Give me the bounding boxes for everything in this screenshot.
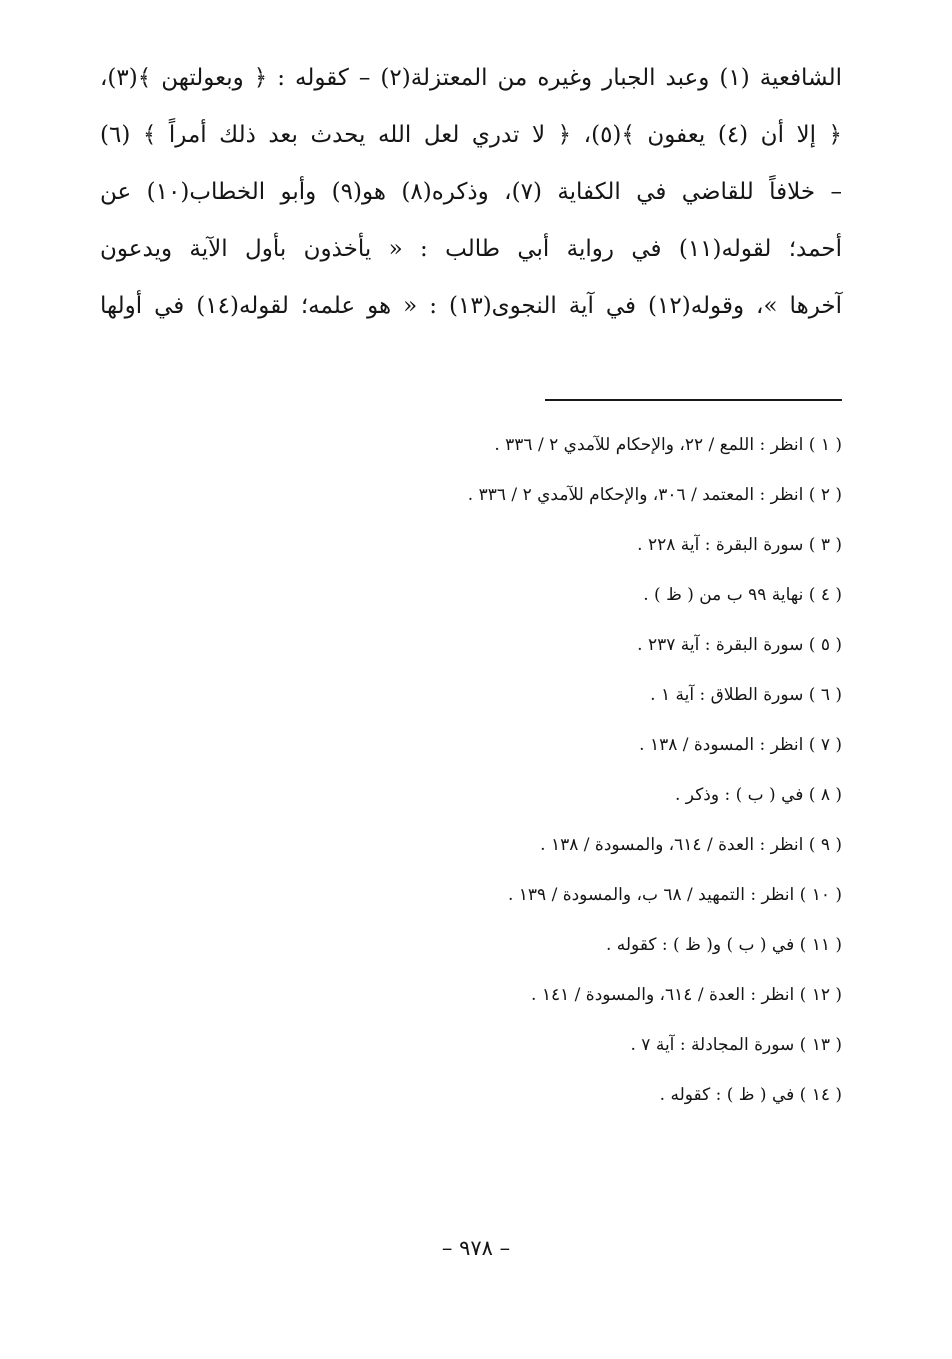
text-line: الشافعية (١) وعبد الجبار وغيره من المعتزلة(٢) – كقوله : ﴿ وبعولتهن ﴾(٣)، — [100, 65, 842, 91]
footnote: ( ٤ ) نهاية ٩٩ ب من ( ظ ) . — [643, 585, 842, 605]
footnote: ( ١٤ ) في ( ظ ) : كقوله . — [659, 1085, 842, 1105]
footnote: ( ١١ ) في ( ب ) و( ظ ) : كقوله . — [605, 935, 842, 955]
text-line: ﴿ إلا أن (٤) يعفون ﴾(٥)، ﴿ لا تدري لعل الله يحدث بعد ذلك أمراً ﴾ (٦) — [100, 122, 843, 148]
footnote: ( ٣ ) سورة البقرة : آية ٢٢٨ . — [637, 535, 842, 555]
footnote: ( ٨ ) في ( ب ) : وذكر . — [675, 785, 842, 805]
footnote: ( ٦ ) سورة الطلاق : آية ١ . — [650, 685, 842, 705]
footnote-separator — [545, 399, 842, 401]
footnote: ( ٥ ) سورة البقرة : آية ٢٣٧ . — [637, 635, 842, 655]
footnote: ( ١٢ ) انظر : العدة / ٦١٤، والمسودة / ١٤١ . — [531, 985, 842, 1005]
footnote: ( ١٣ ) سورة المجادلة : آية ٧ . — [630, 1035, 842, 1055]
page-number: – ٩٧٨ – — [441, 1236, 511, 1260]
text-line: آخرها »، وقوله(١٢) في آية النجوى(١٣) : « هو علمه؛ لقوله(١٤) في أولها — [100, 293, 842, 319]
footnote: ( ٩ ) انظر : العدة / ٦١٤، والمسودة / ١٣٨ . — [540, 835, 842, 855]
main-text — [100, 50, 842, 335]
footnote: ( ٧ ) انظر : المسودة / ١٣٨ . — [639, 735, 842, 755]
text-line: – خلافاً للقاضي في الكفاية (٧)، وذكره(٨) هو(٩) وأبو الخطاب(١٠) عن — [100, 179, 842, 205]
text-line: أحمد؛ لقوله(١١) في رواية أبي طالب : « يأخذون بأول الآية ويدعون — [100, 236, 843, 262]
footnote-list — [200, 420, 842, 1120]
footnote: ( ١ ) انظر : اللمع / ٢٢، والإحكام للآمدي ٢ / ٣٣٦ . — [494, 435, 842, 455]
footnote: ( ٢ ) انظر : المعتمد / ٣٠٦، والإحكام للآمدي ٢ / ٣٣٦ . — [467, 485, 842, 505]
footnote: ( ١٠ ) انظر : التمهيد / ٦٨ ب، والمسودة / ١٣٩ . — [507, 885, 842, 905]
